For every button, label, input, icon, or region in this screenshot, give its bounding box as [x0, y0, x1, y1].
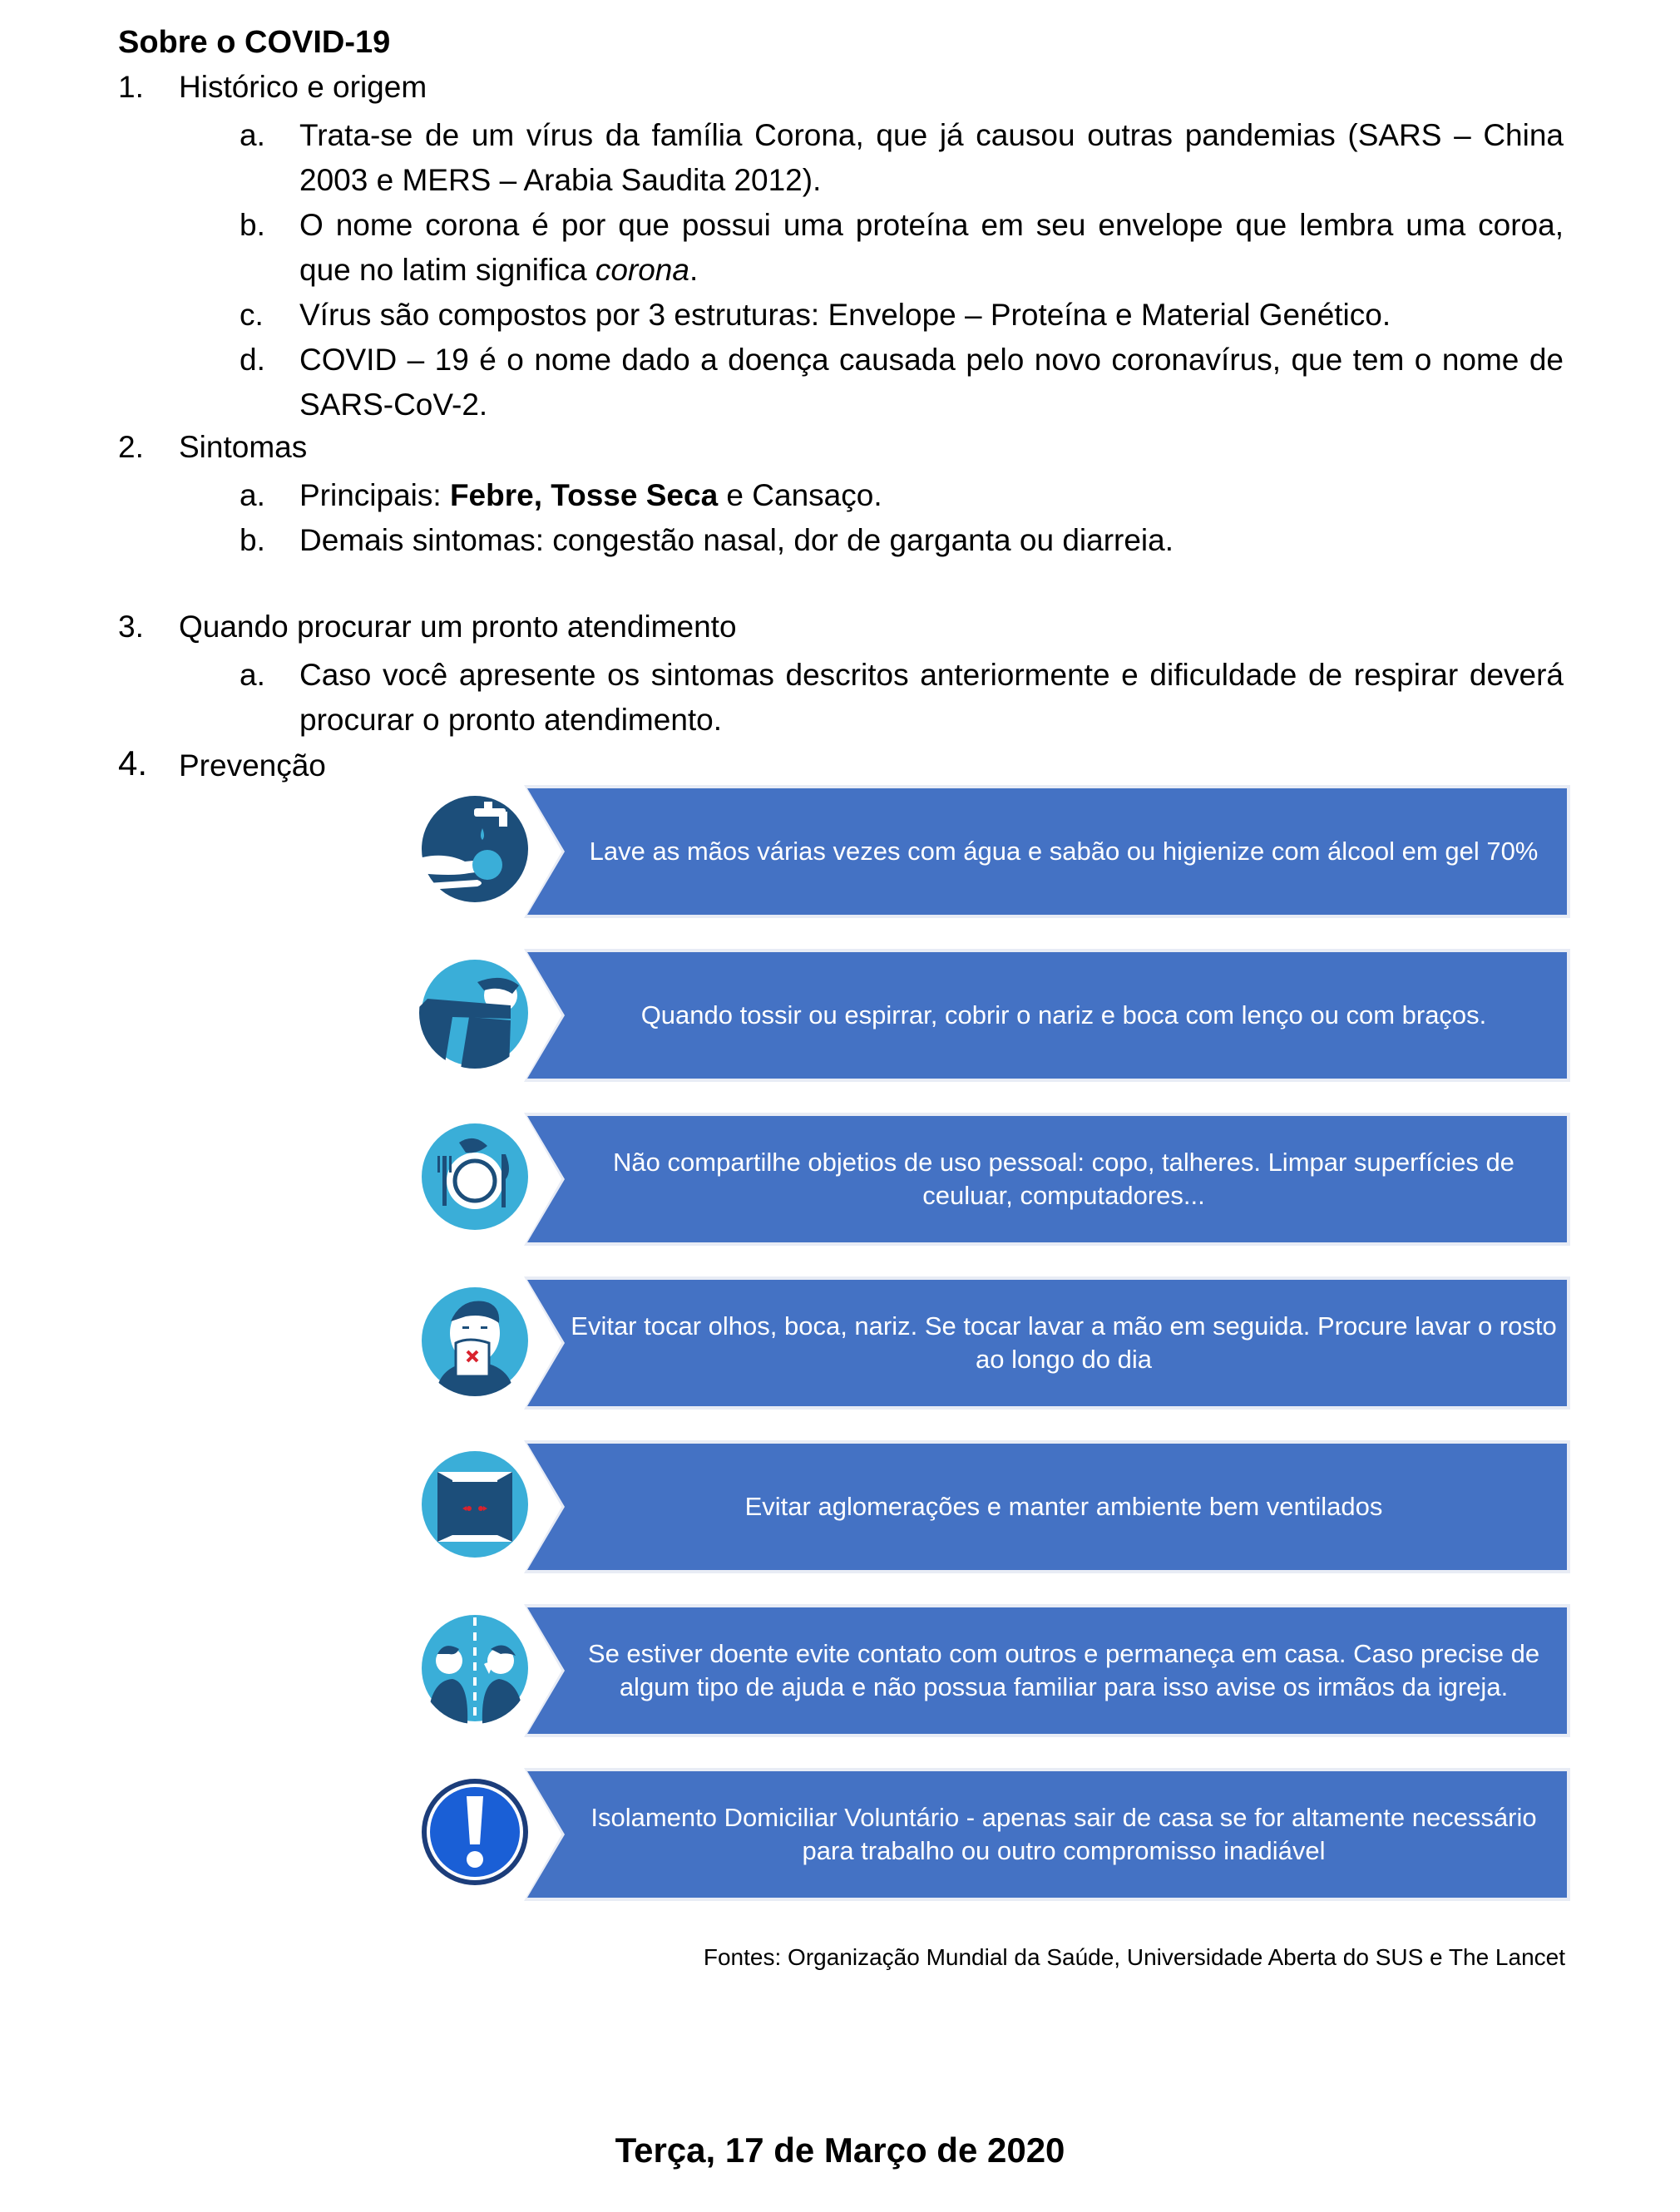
item-text-part: O nome corona é por que possui uma proteína em seu envelope que lembra uma coroa, que no latim significa — [299, 208, 1564, 287]
prevention-text: Evitar aglomerações e manter ambiente bem ventilados — [744, 1492, 1383, 1521]
item-text — [299, 473, 1564, 518]
item-text-part: . — [689, 253, 699, 287]
item-text-part: e Cansaço. — [718, 478, 882, 512]
section-number: 3. — [118, 610, 144, 644]
cough-into-elbow-icon — [419, 957, 531, 1069]
item-letter: a. — [240, 478, 265, 512]
item-letter: b. — [240, 208, 265, 242]
prevention-text: Isolamento Domiciliar Voluntário - apenas sair de casa se for altamente necessário para trabalho ou outro compromisso inadiável — [590, 1803, 1537, 1865]
section-title: Prevenção — [179, 748, 326, 783]
section-title: Histórico e origem — [179, 70, 427, 104]
prevention-text: Evitar tocar olhos, boca, nariz. Se tocar lavar a mão em seguida. Procure lavar o rosto ao longo do dia — [571, 1311, 1557, 1374]
open-window-icon — [419, 1449, 531, 1560]
item-letter: a. — [240, 658, 265, 692]
prevention-item-cough — [419, 952, 1567, 1079]
prevention-item-face-touch — [419, 1280, 1567, 1406]
prevention-item-personal-objects — [419, 1116, 1567, 1242]
prevention-text: Quando tossir ou espirrar, cobrir o nariz e boca com lenço ou com braços. — [640, 1000, 1487, 1029]
item-letter: c. — [240, 298, 264, 332]
section-number: 2. — [118, 430, 144, 464]
prevention-item-handwashing — [419, 788, 1567, 915]
bold-symptoms: Febre, Tosse Seca — [449, 478, 719, 512]
prevention-item-stay-home — [419, 1607, 1567, 1734]
item-text — [299, 203, 1564, 293]
item-text: Demais sintomas: congestão nasal, dor de garganta ou diarreia. — [299, 523, 1174, 557]
handwashing-icon — [419, 793, 531, 905]
prevention-text: Lave as mãos várias vezes com água e sabão ou higienize com álcool em gel 70% — [589, 837, 1539, 866]
section-number: 1. — [118, 70, 144, 104]
prevention-text: Não compartilhe objetios de uso pessoal: copo, talheres. Limpar superfícies de ceuluar, computadores... — [613, 1148, 1514, 1210]
prevention-text: Se estiver doente evite contato com outros e permaneça em casa. Caso precise de algum tipo de ajuda e não possua familiar para isso avise os irmãos da igreja. — [587, 1639, 1540, 1701]
sources-note: Fontes: Organização Mundial da Saúde, Universidade Aberta do SUS e The Lancet — [703, 1944, 1565, 1970]
prevention-item-ventilation — [419, 1444, 1567, 1570]
item-letter: a. — [240, 118, 265, 152]
prevention-item-isolation — [419, 1771, 1567, 1898]
italic-term: corona — [595, 253, 689, 287]
social-distance-icon — [419, 1612, 531, 1724]
section-title: Quando procurar um pronto atendimento — [179, 610, 737, 644]
section-number: 4. — [118, 743, 148, 783]
warning-exclamation-icon — [419, 1776, 531, 1888]
no-face-touch-icon — [419, 1285, 531, 1396]
document-date: Terça, 17 de Março de 2020 — [615, 2131, 1065, 2170]
item-text: Caso você apresente os sintomas descritos anteriormente e dificuldade de respirar deverá procurar o pronto atendimento. — [299, 658, 1564, 737]
item-text: COVID – 19 é o nome dado a doença causada pelo novo coronavírus, que tem o nome de SARS-CoV-2. — [299, 343, 1564, 422]
item-text: Trata-se de um vírus da família Corona, que já causou outras pandemias (SARS – China 2003 e MERS – Arabia Saudita 2012). — [299, 118, 1564, 197]
item-text: Vírus são compostos por 3 estruturas: Envelope – Proteína e Material Genético. — [299, 298, 1391, 332]
section-title: Sintomas — [179, 430, 308, 464]
item-letter: d. — [240, 343, 265, 377]
item-text-part: Principais: — [299, 478, 450, 512]
document-title: Sobre o COVID-19 — [118, 25, 391, 60]
plate-cutlery-icon — [419, 1121, 531, 1232]
item-letter: b. — [240, 523, 265, 557]
